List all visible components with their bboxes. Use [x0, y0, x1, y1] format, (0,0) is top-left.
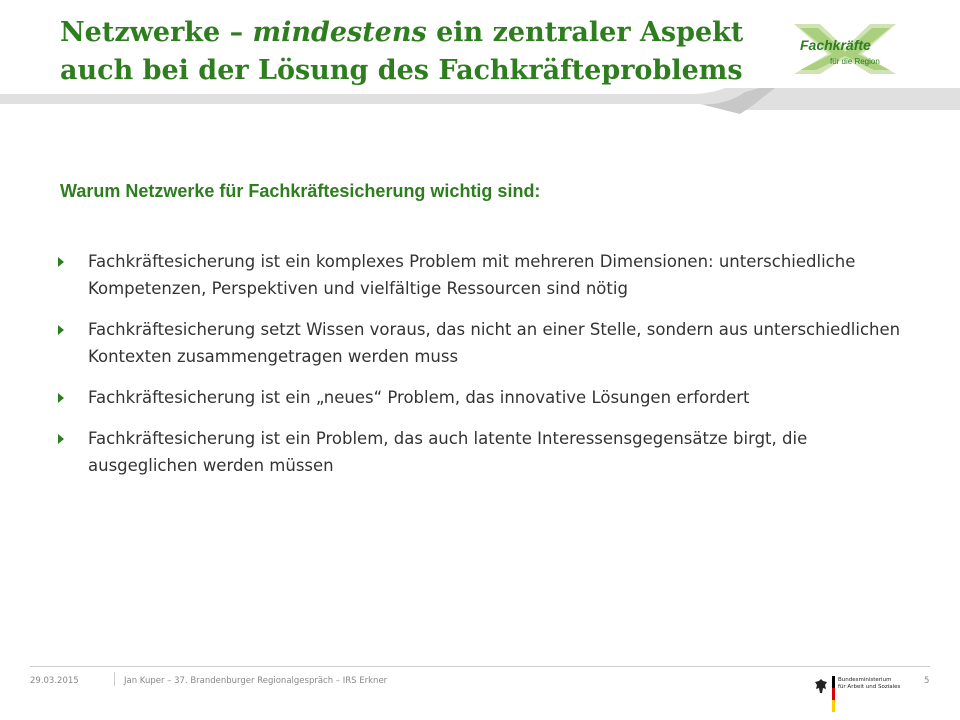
arrow-bullet-icon: [58, 257, 64, 267]
arrow-bullet-icon: [58, 325, 64, 335]
bullet-item: [56, 425, 906, 479]
logo-text-line1: Fachkräfte: [800, 37, 871, 53]
arrow-bullet-icon: [58, 434, 64, 444]
title-part1: Netzwerke –: [60, 17, 253, 48]
arrow-bullet-icon: [58, 393, 64, 403]
footer-separator: [114, 672, 115, 686]
fachkraefte-logo: [790, 20, 900, 78]
logo-text-line2: für die Region: [830, 57, 880, 66]
footer-text: Jan Kuper – 37. Brandenburger Regionalgespräch – IRS Erkner: [124, 676, 388, 686]
federal-eagle-icon: [814, 678, 828, 694]
title-part2: ein zentraler Aspekt: [426, 17, 744, 48]
federal-flag-stripe: [832, 676, 835, 712]
section-subtitle: Warum Netzwerke für Fachkräftesicherung wichtig sind:: [60, 181, 541, 201]
bullet-text: Fachkräftesicherung ist ein komplexes Problem mit mehreren Dimensionen: unterschiedliche Kompetenzen, Perspektiven und vielfältige Ressourcen sind nötig: [88, 252, 856, 298]
footer-date: 29.03.2015: [30, 676, 79, 686]
slide-title: [60, 14, 760, 90]
ministry-name: Bundesministerium für Arbeit und Soziales: [838, 677, 901, 690]
bullet-item: [56, 248, 906, 302]
title-emphasis: mindestens: [252, 17, 427, 48]
title-line2: auch bei der Lösung des Fachkräfteproblems: [60, 55, 743, 86]
bullet-text: Fachkräftesicherung ist ein Problem, das auch latente Interessensgegensätze birgt, die ausgeglichen werden müssen: [88, 429, 808, 475]
header-swoosh: [0, 84, 960, 120]
bullet-item: [56, 316, 906, 370]
page-number: 5: [924, 676, 930, 686]
footer-divider: [30, 666, 930, 667]
bullet-text: Fachkräftesicherung setzt Wissen voraus, das nicht an einer Stelle, sondern aus unterschiedlichen Kontexten zusammengetragen werden muss: [88, 320, 901, 366]
bullet-item: [56, 384, 906, 411]
bullet-list: [56, 248, 906, 493]
bullet-text: Fachkräftesicherung ist ein „neues“ Problem, das innovative Lösungen erfordert: [88, 388, 750, 407]
